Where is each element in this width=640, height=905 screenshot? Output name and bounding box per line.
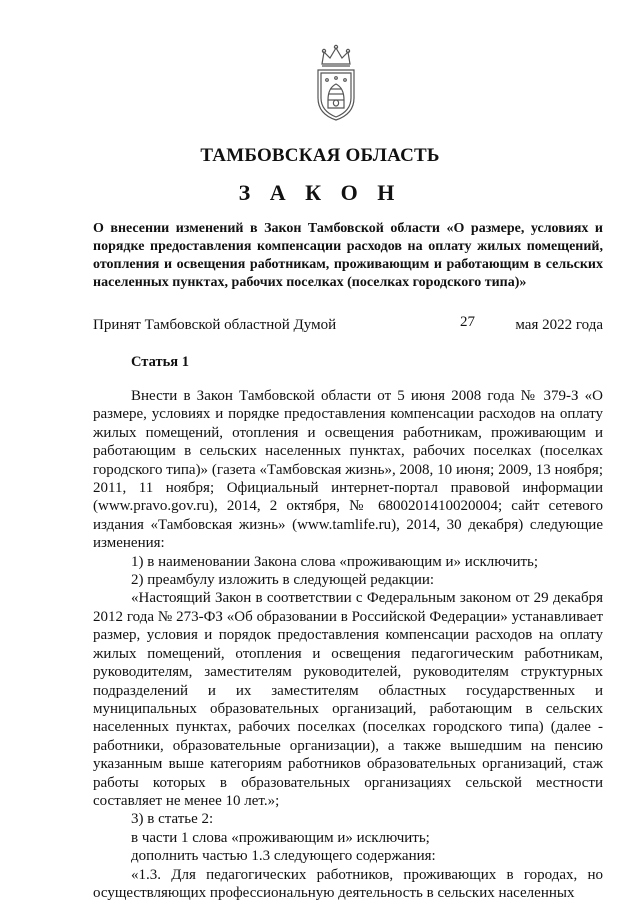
paragraph: Внести в Закон Тамбовской области от 5 июня 2008 года № 379-З «О размере, условиях и порядке предоставления компенсации расходов на оплату жилых помещений, отопления и освещения работникам, проживающим и работающим в сельских населенных пунктах, рабочих поселках (поселках городского типа)» (газета «Тамбовская жизнь», 2008, 10 июня; 2009, 13 ноября; 2011, 11 ноября; Официальный интернет-портал правовой информации (www.pravo.gov.ru), 2014, 2 октября, № 6800201410020004; сайт сетевого издания «Тамбовская жизнь» (www.tamlife.ru), 2014, 30 декабря) следующие изменения: xyxy=(93,388,603,552)
paragraph: 2) преамбулу изложить в следующей редакции: xyxy=(131,572,435,589)
adoption-day: 27 xyxy=(460,314,475,330)
paragraph: «1.3. Для педагогических работников, проживающих в городах, но осуществляющих профессиональную деятельность в сельских населенных xyxy=(93,866,603,901)
adoption-line xyxy=(93,314,603,337)
paragraph: дополнить частью 1.3 следующего содержания: xyxy=(131,848,436,865)
adopted-by: Принят Тамбовской областной Думой xyxy=(93,317,337,333)
article-body xyxy=(93,387,603,902)
paragraph: «Настоящий Закон в соответствии с Федеральным законом от 29 декабря 2012 года № 273-ФЗ «Об образовании в Российской Федерации» устанавливает размер, условия и порядок предоставления компенсации расходов на оплату жилых помещений, отопления и освещения педагогическим работникам, руководителям, заместителям руководителей, руководителям структурных подразделений и их заместителям областных государственных и муниципальных образовательных организаций, работающим в сельских населенных пунктах, рабочих поселках (поселках городского типа) (далее - работники, образовательные организации), а также вышедшим на пенсию указанным выше категориям работников образовательных организаций, стаж работы которых в образовательных организациях сельской местности составляет не менее 10 лет.»; xyxy=(93,590,603,809)
law-title: О внесении изменений в Закон Тамбовской области «О размере, условиях и порядке предоставления компенсации расходов на оплату жилых помещений, отопления и освещения работникам, проживающим и работающим в сельских населенных пунктах, рабочих поселках (поселках городского типа)» xyxy=(93,221,603,290)
paragraph: 3) в статье 2: xyxy=(131,811,214,828)
paragraph: в части 1 слова «проживающим и» исключить; xyxy=(131,829,430,846)
region-name: ТАМБОВСКАЯ ОБЛАСТЬ xyxy=(200,145,440,166)
article-heading: Статья 1 xyxy=(131,354,189,370)
paragraph: 1) в наименовании Закона слова «проживающим и» исключить; xyxy=(131,553,539,570)
tambov-coat-of-arms-icon xyxy=(310,42,362,122)
adoption-month-year: мая 2022 года xyxy=(515,317,603,333)
document-type: З А К О Н xyxy=(238,180,402,205)
